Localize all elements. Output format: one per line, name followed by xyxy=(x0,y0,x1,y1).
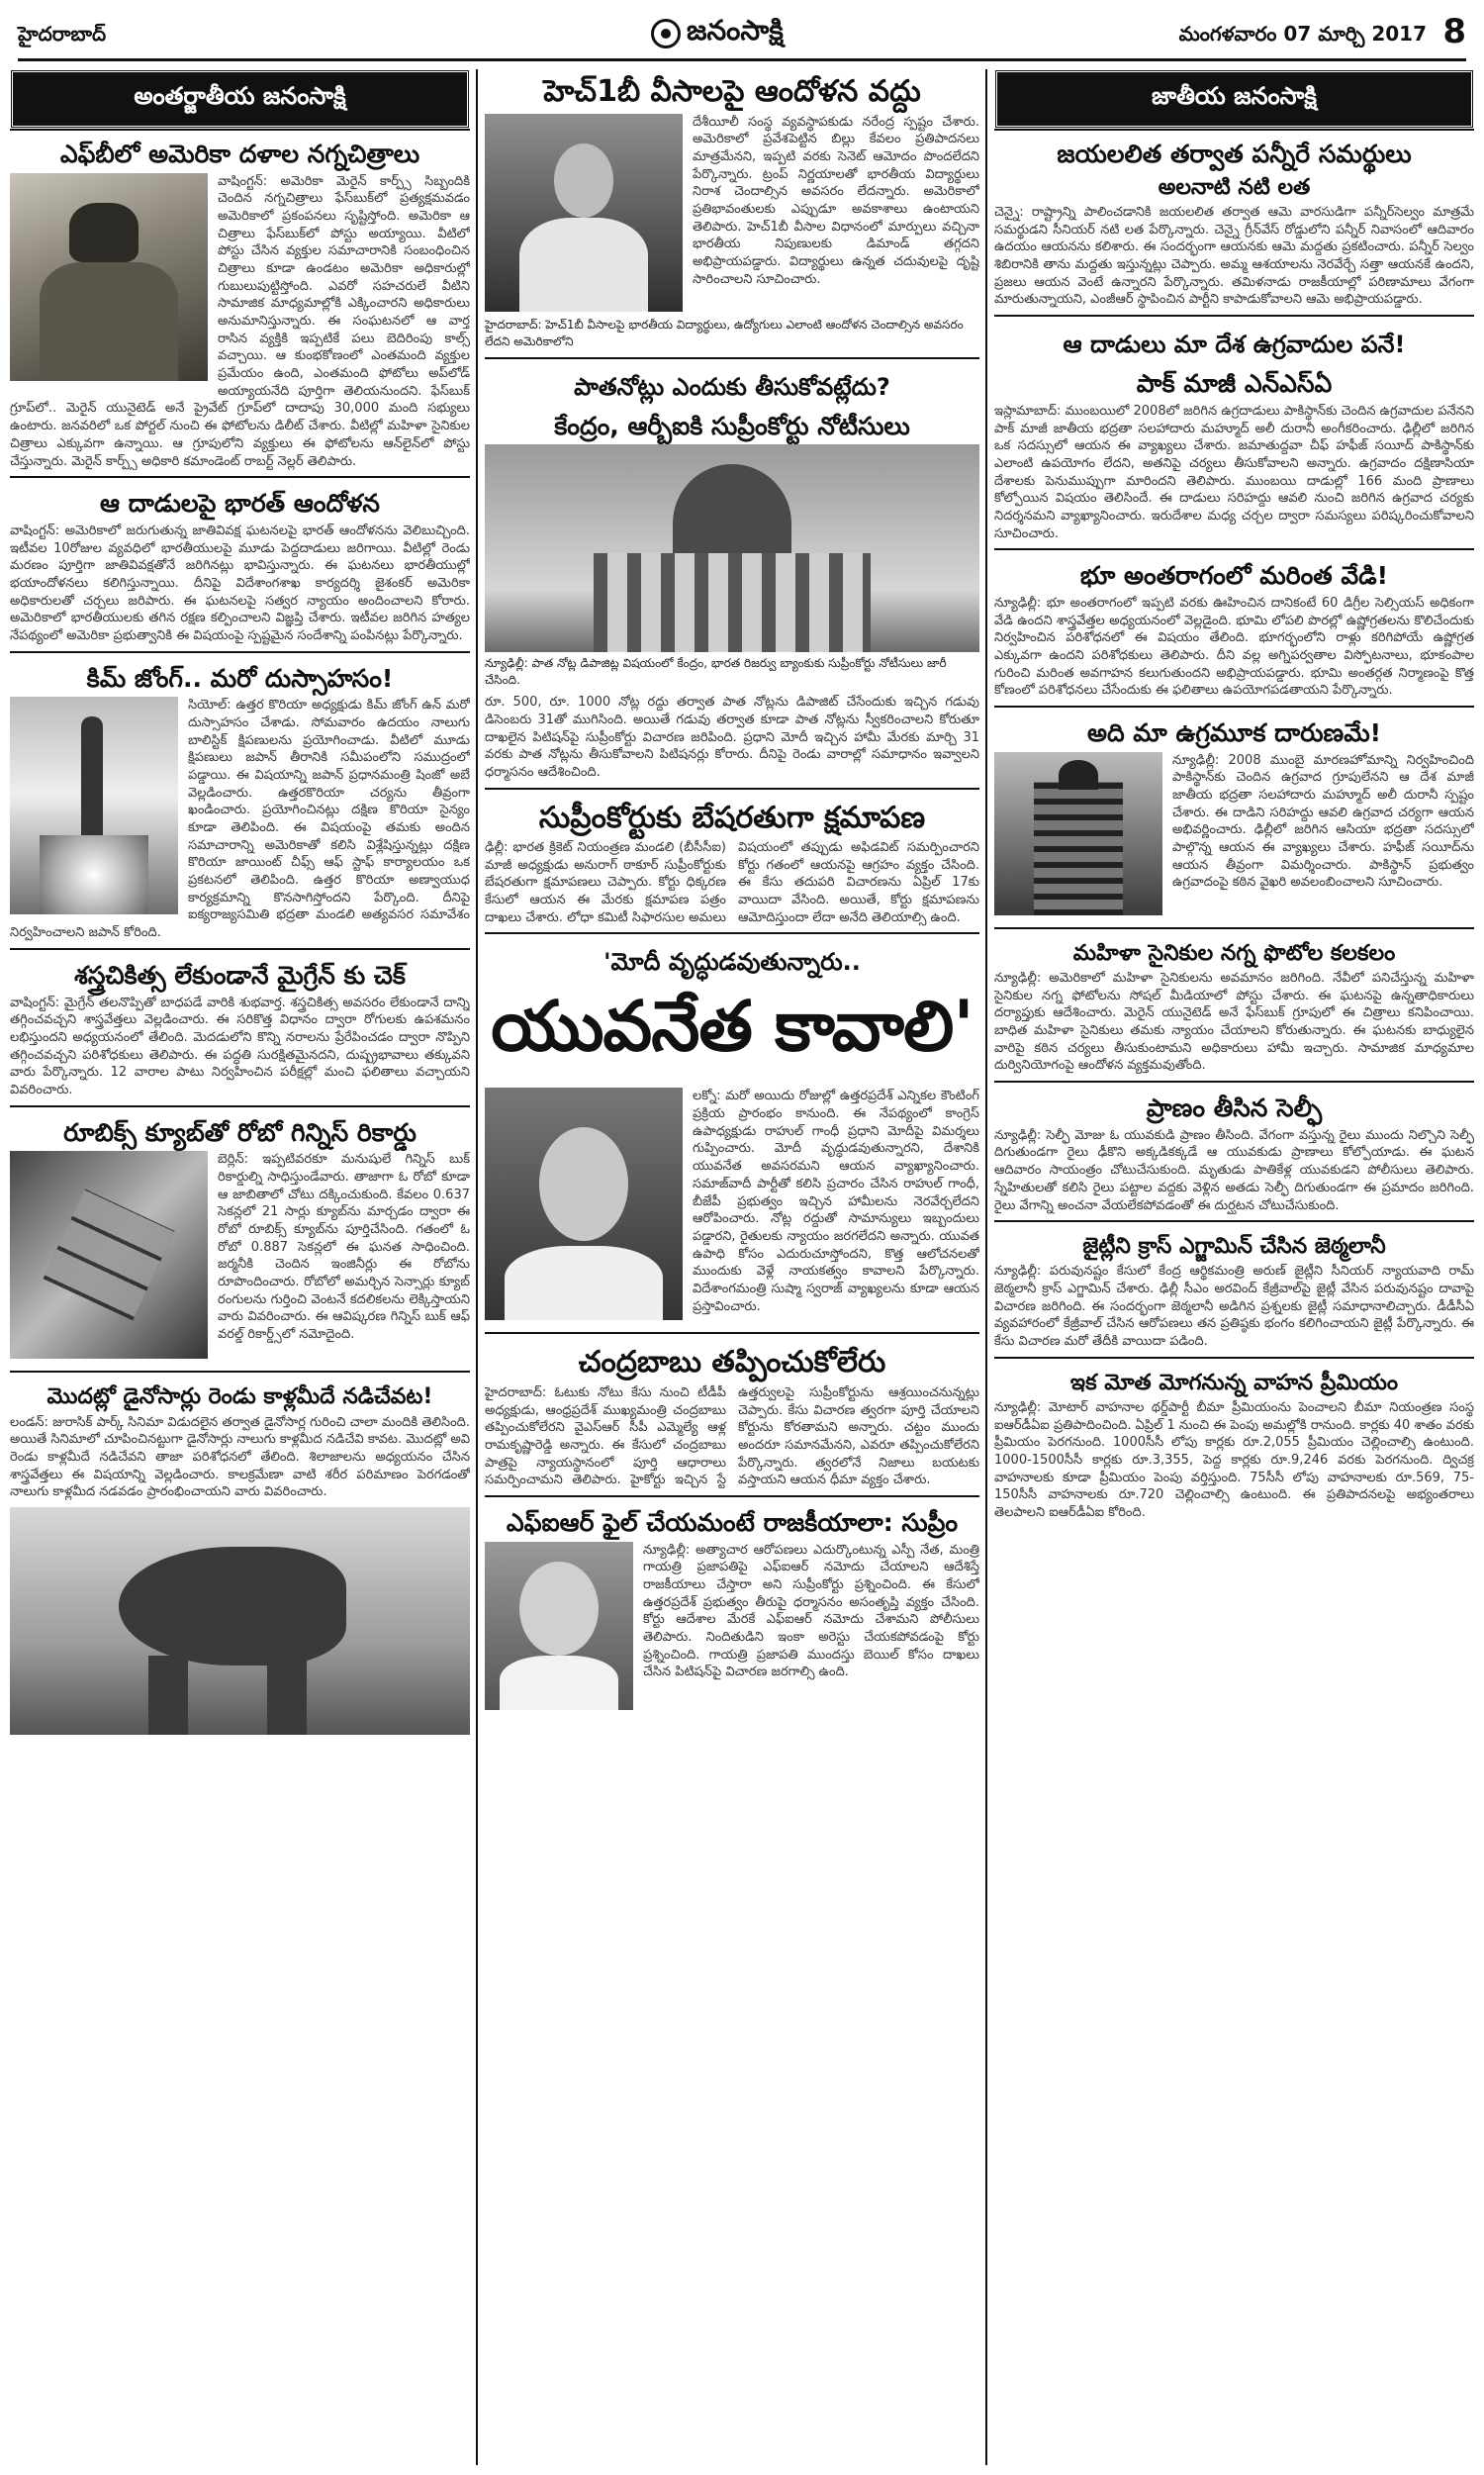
article-fir xyxy=(485,1503,979,1716)
paper-title: జనంసాక్షి xyxy=(687,14,784,47)
kicker: 'మోదీ వృద్ధుడవుతున్నారు.. xyxy=(603,948,861,977)
divider xyxy=(994,548,1474,550)
article-women-soldiers xyxy=(994,935,1474,1075)
page-number: 8 xyxy=(1442,12,1466,51)
article-body: వాషింగ్టన్‌: అమెరికాలో జరుగుతున్న జాతివివక్ష ఘటనలపై భారత్‌ ఆందోళనను వెలిబుచ్చింది. ఇటీవల 10రోజుల వ్యవధిలో భారతీయులపై మూడు పెద్దదాడులు జరిగాయి. వీటిల్లో రెండు మరణం పూర్తిగా జాతివివక్షతోనే జరిగినట్లు భావిస్తున్నారు. ఈ ఘటనలు భారతీయుల్లో భయాందోళనలు కలిగిస్తున్నాయి. దీనిపై విదేశాంగశాఖ కార్యదర్శి జైశంకర్‌ అమెరికా అధికారులతో చర్చలు జరిపారు. ఈ ఘటనలపై సత్వర న్యాయం అందించాలని కోరారు. అమెరికాలో భారతీయులకు తగిన రక్షణ కల్పించాలని విజ్ఞప్తి చేశారు. ఇటీవల జరిగిన హత్యల నేపథ్యంలో అమెరికా ప్రభుత్వానికి ఈ విషయంపై స్పష్టమైన సందేశాన్ని పంపినట్లు పేర్కొన్నారు. xyxy=(10,523,470,643)
photo-caption: న్యూఢిల్లీ: పాత నోట్ల డిపాజిట్ల విషయంలో కేంద్రం, భారత రిజర్వు బ్యాంకుకు సుప్రీంకోర్టు నోటీసులు జారీ చేసింది. xyxy=(485,656,947,688)
headline: ప్రాణం తీసిన సెల్ఫీ xyxy=(1146,1094,1323,1123)
divider xyxy=(485,1495,979,1497)
article-rubiks-robot xyxy=(10,1113,470,1366)
section-banner-international: అంతర్జాతీయ జనంసాక్షి xyxy=(10,69,470,129)
article-body: న్యూఢిల్లీ: అత్యాచార ఆరోపణలు ఎదుర్కొంటున్న ఎస్పీ నేత, మంత్రి గాయత్రి ప్రజాపతిపై ఎఫ్‌ఐఆర్‌ నమోదు చేయాలని ఆదేశిస్తే రాజకీయాలు చేస్తారా అని సుప్రీంకోర్టు ప్రశ్నించింది. ఈ కేసులో ఉత్తరప్రదేశ్‌ ప్రభుత్వం తీరుపై ధర్మాసనం అసంతృప్తి వ్యక్తం చేసింది. కోర్టు ఆదేశాల మేరకే ఎఫ్‌ఐఆర్‌ నమోదు చేశామని పోలీసులు తెలిపారు. నిందితుడిని ఇంకా అరెస్టు చేయకపోవడంపై కోర్టు ప్రశ్నించింది. గాయత్రి ప్రజాపతి ముందస్తు బెయిల్‌ కోసం దాఖలు చేసిన పిటిషన్‌పై విచారణ జరగాల్సి ఉంది. xyxy=(643,1542,979,1680)
article-india-concern xyxy=(10,484,470,644)
minister-photo xyxy=(485,1542,633,1710)
headline: ఆ దాడులపై భారత్‌ ఆందోళన xyxy=(100,489,380,519)
speaker-photo xyxy=(485,114,683,312)
article-chandrababu xyxy=(485,1340,979,1489)
article-migraine xyxy=(10,956,470,1099)
article-body: దేశీయీలీ సంస్థ వ్యవస్థాపకుడు నరేంద్ర స్పష్టం చేశారు. అమెరికాలో ప్రవేశపెట్టిన బిల్లు కేవలం ప్రతిపాదనలు మాత్రమేనని, ఇప్పటి వరకు సెనెట్‌ ఆమోదం పొందలేదని పేర్కొన్నారు. ట్రంప్‌ నిర్ణయాలతో భారతీయ విద్యార్థులు నిరాశ చెందాల్సిన అవసరం లేదన్నారు. అమెరికాలో ప్రతిభావంతులకు ఎప్పుడూ అవకాశాలు ఉంటాయని తెలిపారు. హెచ్‌1బీ వీసాల విధానంలో మార్పులు వచ్చినా భారతీయ నిపుణులకు డిమాండ్‌ తగ్గదని అభిప్రాయపడ్డారు. విద్యార్థులు ఉన్నత చదువులపై దృష్టి సారించాలని సూచించారు. xyxy=(693,114,979,287)
headline: రూబిక్స్‌ క్యూబ్‌తో రోబో గిన్నిస్‌ రికార్డు xyxy=(63,1117,417,1147)
divider xyxy=(10,1105,470,1107)
international-column xyxy=(10,69,470,2465)
divider xyxy=(485,932,979,934)
column-rule-left xyxy=(476,69,478,2465)
article-body: వాషింగ్టన్‌: అమెరికా మెరైన్‌ కార్ప్స్‌ సిబ్బందికి చెందిన నగ్నచిత్రాలు ఫేస్‌బుక్‌లో ప్రత్యక్షమవడం అమెరికాలో ప్రకంపనలు సృష్టిస్తోంది. అమెరికా ఆ చిత్రాలు ఫేస్‌బుక్‌లో పోస్టు అయ్యాయి. వీటిలో పోస్టు చేసిన వ్యక్తుల సమాచారానికి సంబంధించిన చిత్రాలు కూడా ఉండటం అమెరికా అధికారుల్లో గుబులుపుట్టిస్తోంది. ఎవరో సహచరులే వీటిని సామాజిక మాధ్యమాల్లోకి ఎక్కించారని అధికారులు అనుమానిస్తున్నారు. ఈ సంఘటనలో ఆ వార్త రాసిన వ్యక్తికి ఇప్పటికే పలు బెదిరింపు కాల్స్‌ వచ్చాయి. ఆ కుంభకోణంలో ఎంతమంది వ్యక్తుల ప్రమేయం ఉంది, ఎంతమంది ఫోటోలు అప్‌లోడ్‌ అయ్యాయనేది పూర్తిగా తెలియనుందని. ఫేస్‌బుక్‌ గ్రూప్‌లో.. మెరైన్‌ యునైటెడ్‌ అనే ప్రైవేట్‌ గ్రూప్‌లో దాదాపు 30,000 మంది సభ్యులు ఉంటారు. జనవరిలో ఒక పోర్టల్‌ నుంచి ఈ ఫోటోలను డిలీట్‌ చేశారు. వీటిల్లో మహిళా సైనికుల చిత్రాలు ఎక్కువగా ఉన్నాయి. ఆ గ్రూపులోని వ్యక్తులు ఈ ఫోటోలను ఆన్‌లైన్‌లో పోస్టు చేస్తున్నారు. మెరైన్‌ కార్ప్స్‌ అధికారి కమాండెంట్‌ రాబర్ట్‌ నెల్లర్‌ తెలిపారు. xyxy=(10,173,470,469)
article-body: ఢిల్లీ: భారత క్రికెట్‌ నియంత్రణ మండలి (బీసీసీఐ) మాజీ అధ్యక్షుడు అనురాగ్‌ ఠాకూర్‌ సుప్రీంకోర్టుకు బేషరతుగా క్షమాపణలు చెప్పారు. కోర్టు ధిక్కరణ కేసులో ఆయన ఈ మేరకు క్షమాపణ పత్రం దాఖలు చేశారు. లోధా కమిటీ సిఫారసుల అమలు విషయంలో తప్పుడు అఫిడవిట్‌ సమర్పించారని కోర్టు గతంలో ఆయనపై ఆగ్రహం వ్యక్తం చేసింది. ఈ కేసు తదుపరి విచారణను ఏప్రిల్‌ 17కు వాయిదా వేసింది. అయితే, కోర్టు క్షమాపణను ఆమోదిస్తుందా లేదా అనేది తెలియాల్సి ఉంది. xyxy=(485,840,979,925)
headline: హెచ్‌1బీ వీసాలపై ఆందోళన వద్దు xyxy=(543,74,921,109)
headline: కిమ్‌ జోంగ్‌.. మరో దుస్సాహసం! xyxy=(86,663,394,693)
kicker: పాతనోట్లు ఎందుకు తీసుకోవట్లేదు? xyxy=(574,372,890,401)
article-apology xyxy=(485,796,979,927)
divider xyxy=(10,476,470,478)
divider xyxy=(994,315,1474,317)
divider xyxy=(994,1081,1474,1083)
soldier-photo xyxy=(10,173,208,381)
article-body: ఇస్లామాబాద్‌: ముంబయిలో 2008లో జరిగిన ఉగ్రదాడులు పాకిస్థాన్‌కు చెందిన ఉగ్రవాదుల పనేనని పాక్‌ మాజీ జాతీయ భద్రతా సలహాదారు మహ్మూద్‌ అలీ దురానీ అంగీకరించారు. ఢిల్లీలో జరిగిన ఒక సదస్సులో ఆయన ఈ వ్యాఖ్యలు చేశారు. జమాతుద్దవా చీఫ్‌ హఫీజ్‌ సయీద్‌ పాకిస్థాన్‌కు ఎలాంటి ఉపయోగం లేదని, అతనిపై చర్యలు తీసుకోవాలని అన్నారు. ఉగ్రవాదం దక్షిణాసియా దేశాలకు పెనుముప్పుగా మారిందని తెలిపారు. ముంబయి దాడుల్లో 166 మంది ప్రాణాలు కోల్పోయిన విషయం తెలిసిందే. ఈ దాడులు సరిహద్దు ఆవలి నుంచి జరిగిన ఉగ్రవాద చర్యకు నిదర్శనమని వ్యాఖ్యానించారు. ఇరుదేశాల మధ్య చర్చల ద్వారా సమస్యలు పరిష్కరించుకోవాలని సూచించారు. xyxy=(994,403,1474,541)
article-dinosaurs xyxy=(10,1379,470,1735)
headline: పాక్‌ మాజీ ఎన్‌ఎస్‌ఏ xyxy=(1136,369,1333,399)
headline: ఇక మోత మోగనున్న వాహన ప్రీమియం xyxy=(1069,1370,1399,1395)
article-mumbai-attack xyxy=(994,714,1474,921)
article-body: న్యూఢిల్లీ: అమెరికాలో మహిళా సైనికులను అవమానం జరిగింది. నేవీలో పనిచేస్తున్న మహిళా సైనికుల నగ్న ఫోటోలను సోషల్‌ మీడియాలో పోస్టు చేశారు. ఈ ఘటనపై ఉన్నతాధికారులు దర్యాప్తుకు ఆదేశించారు. మెరైన్‌ యునైటెడ్‌ అనే ఫేస్‌బుక్‌ గ్రూపులో ఈ చిత్రాలు కనిపించాయి. బాధిత మహిళా సైనికులు తమకు న్యాయం చేయాలని కోరుతున్నారు. ఈ ఘటనకు బాధ్యులైన వారిపై కఠిన చర్యలు తీసుకుంటామని అధికారులు హామీ ఇచ్చారు. సామాజిక మాధ్యమాల దుర్వినియోగంపై ఆందోళన వ్యక్తమవుతోంది. xyxy=(994,971,1474,1074)
hotel-photo xyxy=(994,752,1162,915)
article-body: న్యూఢిల్లీ: మోటార్‌ వాహనాల థర్డ్‌పార్టీ బీమా ప్రీమియంను పెంచాలని బీమా నియంత్రణ సంస్థ ఐఆర్‌డీఏఐ ప్రతిపాదించింది. ఏప్రిల్‌ 1 నుంచి ఈ పెంపు అమల్లోకి రానుంది. కార్లకు 40 శాతం వరకు ప్రీమియం పెరగనుంది. 1000సీసీ లోపు కార్లకు రూ.2,055 ప్రీమియం చెల్లించాల్సి ఉంటుంది. 1000-1500సీసీ కార్లకు రూ.3,355, పెద్ద కార్లకు రూ.9,246 వరకు పెరగనుంది. ద్విచక్ర వాహనాలకు కూడా ప్రీమియం పెంపు వర్తిస్తుంది. 75సీసీ లోపు వాహనాలకు రూ.569, 75-150సీసీ వాహనాలకు రూ.720 చెల్లించాల్సి ఉంటుంది. ఈ ప్రతిపాదనలపై అభ్యంతరాలు తెలపాలని ఐఆర్‌డీఏఐ కోరింది. xyxy=(994,1400,1474,1521)
headline: మొదట్లో డైనోసార్లు రెండు కాళ్లమీదే నడిచేవట! xyxy=(46,1384,433,1410)
main-column xyxy=(485,69,979,2465)
article-h1b xyxy=(485,69,979,351)
article-vehicle-premium xyxy=(994,1365,1474,1522)
divider xyxy=(10,948,470,950)
divider xyxy=(994,1357,1474,1359)
headline: మహిళా సైనికుల నగ్న ఫొటోల కలకలం xyxy=(1072,940,1396,966)
headline: కేంద్రం, ఆర్బీఐకి సుప్రీంకోర్టు నోటీసులు xyxy=(554,411,910,440)
article-body: న్యూఢిల్లీ: 2008 ముంబై మారణహోమాన్ని నిర్వహించింది పాకిస్థాన్‌కు చెందిన ఉగ్రవాద గ్రూపులేనని ఆ దేశ మాజీ జాతీయ భద్రతా సలహాదారు మహ్మూద్‌ అలీ దురానీ స్పష్టం చేశారు. ఈ దాడిని సరిహద్దు ఆవలి ఉగ్రవాద చర్యగా ఆయన అభివర్ణించారు. ఢిల్లీలో జరిగిన ఆసియా భద్రతా సదస్సులో పాల్గొన్న ఆయన ఈ వ్యాఖ్యలు చేశారు. హఫీజ్‌ సయీద్‌ను ఆయన తీవ్రంగా విమర్శించారు. పాకిస్థాన్‌ ప్రభుత్వం ఉగ్రవాదంపై కఠిన వైఖరి అవలంబించాలని సూచించారు. xyxy=(1172,752,1474,891)
headline: జయలలిత తర్వాత పన్నీరే సమర్థులు xyxy=(1057,140,1412,168)
national-column xyxy=(994,69,1474,2465)
dinosaur-photo xyxy=(10,1507,470,1735)
headline: ఎఫ్‌ఐఆర్‌ ఫైల్‌ చేయమంటే రాజకీయాలా: సుప్రీం xyxy=(506,1508,959,1537)
divider xyxy=(485,357,979,359)
article-kim-jong xyxy=(10,659,470,942)
rubiks-cube-photo xyxy=(10,1151,208,1359)
supreme-court-photo xyxy=(485,444,979,652)
edition-city: హైదరాబాద్ xyxy=(18,22,107,46)
rahul-photo xyxy=(485,1088,683,1320)
divider xyxy=(485,788,979,790)
headline: శస్త్రచికిత్స లేకుండానే మైగ్రేన్‌ కు చెక్‌ xyxy=(74,960,406,990)
article-body: న్యూఢిల్లీ: సెల్ఫీ మోజు ఓ యువకుడి ప్రాణం తీసింది. వేగంగా వస్తున్న రైలు ముందు నిల్చొని సెల్ఫీ దిగుతుండగా రైలు ఢీకొని అక్కడికక్కడే ఆ యువకుడు ప్రాణాలు కోల్పోయాడు. ఈ ఘటన ఆదివారం సాయంత్రం చోటుచేసుకుంది. మృతుడు పాతికేళ్ల యువకుడని పోలీసులు తెలిపారు. స్నేహితులతో కలిసి రైలు పట్టాల వద్దకు వెళ్లిన అతడు సెల్ఫీ దిగుతుండగా ఈ ప్రమాదం జరిగింది. రైలు వేగాన్ని అంచనా వేయలేకపోవడంతో ఈ దుర్ఘటన చోటుచేసుకుంది. xyxy=(994,1127,1474,1213)
column-rule-right xyxy=(985,69,987,2465)
headline: సుప్రీంకోర్టుకు బేషరతుగా క్షమాపణ xyxy=(538,800,926,835)
divider xyxy=(485,1332,979,1334)
article-panneer xyxy=(994,135,1474,309)
section-banner-national: జాతీయ జనంసాక్షి xyxy=(994,69,1474,129)
divider xyxy=(10,651,470,653)
article-body: న్యూఢిల్లీ: భూ అంతరాగంలో ఇప్పటి వరకు ఊహించిన దానికంటే 60 డిగ్రీల సెల్సియస్‌ అధికంగా వేడి ఉందని శాస్త్రవేత్తల అధ్యయనంలో వెల్లడైంది. భూమి లోపలి పొరల్లో ఉష్ణోగ్రతలను కొలిచేందుకు నిర్వహించిన పరిశోధనలో ఈ విషయం తేలింది. భూగర్భంలోని రాళ్లు కరిగిపోయే ఉష్ణోగ్రత ఎక్కువగా ఉందని పరిశోధకులు తెలిపారు. దీని వల్ల అగ్నిపర్వతాల విస్ఫోటనాలు, భూకంపాల గురించి మరింత అవగాహన కలుగుతుందని అభిప్రాయపడ్డారు. భూమి అంతర్గత నిర్మాణంపై కొత్త కోణంలో పరిశోధనలు చేసేందుకు ఈ ఫలితాలు ఉపయోగపడతాయని పేర్కొన్నారు. xyxy=(994,595,1474,699)
article-body: రూ. 500, రూ. 1000 నోట్ల రద్దు తర్వాత పాత నోట్లను డిపాజిట్‌ చేసేందుకు ఇచ్చిన గడువు డిసెంబరు 31తో ముగిసింది. అయితే గడువు తర్వాత కూడా పాత నోట్లను స్వీకరించాలని కోరుతూ దాఖలైన పిటిషన్‌పై సుప్రీంకోర్టు విచారణ జరిపింది. ప్రధాని మోదీ ఇచ్చిన హామీ మేరకు మార్చి 31 వరకు పాత నోట్లను తీసుకోవాలని పిటిషనర్లు కోరారు. దీనిపై రెండు వారాల్లో సమాధానం ఇవ్వాలని ధర్మాసనం ఆదేశించింది. xyxy=(485,695,979,780)
photo-caption: హైదరాబాద్‌: హెచ్‌1బీ వీసాలపై భారతీయ విద్యార్థులు, ఉద్యోగులు ఎలాంటి ఆందోళన చెందాల్సిన అవసరం లేదని అమెరికాలోని xyxy=(485,317,964,348)
headline: ఎఫ్‌బీలో అమెరికా దళాల నగ్నచిత్రాలు xyxy=(59,140,420,168)
missile-photo xyxy=(10,697,178,914)
article-young-leader xyxy=(485,940,979,1326)
paper-logo-icon xyxy=(651,19,681,48)
article-jaitley xyxy=(994,1228,1474,1351)
article-body: లండన్‌: జురాసిక్‌ పార్క్‌ సినిమా విడుదలైన తర్వాత డైనోసార్ల గురించి చాలా మందికి తెలిసింది. అయితే సినిమాలో చూపించినట్టుగా డైనోసార్లు నాలుగు కాళ్లమీద నడిచేవి కావట. మొదట్లో అవి రెండు కాళ్లమీదే నడిచేవని తాజా పరిశోధనలో తేలింది. శిలాజాలను అధ్యయనం చేసిన శాస్త్రవేత్తలు ఈ విషయాన్ని వెల్లడించారు. కాలక్రమేణా వాటి శరీర పరిమాణం పెరగడంతో నాలుగు కాళ్లమీద నడవడం ప్రారంభించాయని వారు వివరించారు. xyxy=(10,1414,470,1500)
paper-name xyxy=(651,14,784,53)
article-selfie xyxy=(994,1089,1474,1214)
masthead xyxy=(18,8,1466,61)
article-body: బెర్లిన్‌: ఇప్పటివరకూ మనుషులే గిన్నిస్‌ బుక్‌ రికార్డుల్ని సాధిస్తుండేవారు. తాజాగా ఓ రోబో కూడా ఆ జాబితాలో చోటు దక్కించుకుంది. కేవలం 0.637 సెకన్లలో 21 సార్లు క్యూబ్‌ను మార్చడం ద్వారా ఈ రోబో రూబిక్స్‌ క్యూబ్‌ను పూర్తిచేసింది. గతంలో ఓ రోబో 0.887 సెకన్లలో ఈ ఘనత సాధించింది. జర్మనీకి చెందిన ఇంజినీర్లు ఈ రోబోను రూపొందించారు. రోబోలో అమర్చిన సెన్సార్లు క్యూబ్‌ రంగులను గుర్తించి వెంటనే కదలికలను లెక్కిస్తాయని వారు వివరించారు. ఈ ఆవిష్కరణ గిన్నిస్‌ బుక్‌ ఆఫ్‌ వరల్డ్‌ రికార్డ్స్‌లో నమోదైంది. xyxy=(218,1152,470,1343)
article-pak-nsa xyxy=(994,323,1474,542)
article-earth-heat xyxy=(994,556,1474,700)
article-body: సియోల్‌: ఉత్తర కొరియా అధ్యక్షుడు కిమ్‌ జోంగ్‌ ఉన్‌ మరో దుస్సాహసం చేశాడు. సోమవారం ఉదయం నాలుగు బాలిస్టిక్‌ క్షిపణులను ప్రయోగించాడు. వీటిలో మూడు క్షిపణులు జపాన్‌ తీరానికి సమీపంలోని సముద్రంలో పడ్డాయి. ఈ విషయాన్ని జపాన్‌ ప్రధానమంత్రి షింజో అబే వెల్లడించారు. ఉత్తరకొరియా చర్యను తీవ్రంగా ఖండించారు. ప్రయోగించినట్లు దక్షిణ కొరియా సైన్యం కూడా తెలిపింది. ఈ విషయంపై తమకు అందిన సమాచారాన్ని అమెరికాతో కలిసి విశ్లేషిస్తున్నట్లు దక్షిణ కొరియా జాయింట్‌ చీఫ్స్‌ ఆఫ్‌ స్టాఫ్‌ కార్యాలయం ఒక ప్రకటనలో తెలిపింది. ఉత్తర కొరియా అణ్వాయుధ కార్యక్రమాన్ని కొనసాగిస్తోందని పేర్కొంది. దీనిపై ఐక్యరాజ్యసమితి భద్రతా మండలి అత్యవసర సమావేశం నిర్వహించాలని జపాన్‌ కోరింది. xyxy=(10,698,470,941)
article-body: న్యూఢిల్లీ: పరువునష్టం కేసులో కేంద్ర ఆర్థికమంత్రి అరుణ్‌ జైట్లీని సీనియర్‌ న్యాయవాది రామ్‌ జెఠ్మలానీ క్రాస్‌ ఎగ్జామిన్‌ చేశారు. ఢిల్లీ సీఎం అరవింద్‌ కేజ్రీవాల్‌పై జైట్లీ వేసిన పరువునష్టం దావాపై విచారణ జరిగింది. ఈ సందర్భంగా జెఠ్మలానీ అడిగిన ప్రశ్నలకు జైట్లీ సమాధానాలిచ్చారు. డీడీసీఏ వ్యవహారంలో కేజ్రీవాల్‌ చేసిన ఆరోపణలు తన ప్రతిష్ఠకు భంగం కలిగించాయని జైట్లీ పేర్కొన్నారు. ఈ కేసు విచారణ మరో తేదీకి వాయిదా పడింది. xyxy=(994,1264,1474,1350)
article-body: చెన్నై: రాష్ట్రాన్ని పాలించడానికి జయలలిత తర్వాత ఆమె వారసుడిగా పన్నీర్‌సెల్వం మాత్రమే సమర్థుడని సీనియర్‌ నటి లత పేర్కొన్నారు. చెన్నై గ్రీన్‌వేస్‌ రోడ్డులోని పన్నీర్‌ నివాసంలో ఆదివారం ఉదయం ఆయనను కలిశారు. ఈ సందర్భంగా ఆయనకు ఆమె మద్దతు ప్రకటించారు. పన్నీర్‌ సెల్వం శిబిరానికి తాను మద్దతు ఇస్తున్నట్లు చెప్పారు. అమ్మ ఆశయాలను నెరవేర్చే సత్తా ఆయనకే ఉందని, ప్రజలు ఆయన వెంటే ఉన్నారని పేర్కొన్నారు. తమిళనాడు రాజకీయాల్లో పరిణామాలు వేగంగా మారుతున్నాయని, ఎంజీఆర్‌ స్థాపించిన పార్టీని కాపాడుకోవాలని ఆమె అభిప్రాయపడ్డారు. xyxy=(994,205,1474,308)
headline: భూ అంతరాగంలో మరింత వేడి! xyxy=(1079,561,1389,591)
kicker: ఆ దాడులు మా దేశ ఉగ్రవాదుల పనే! xyxy=(1063,331,1406,359)
divider xyxy=(994,706,1474,708)
headline: చంద్రబాబు తప్పించుకోలేరు xyxy=(578,1345,886,1380)
divider xyxy=(10,1371,470,1373)
issue-date: మంగళవారం 07 మార్చి 2017 xyxy=(1178,22,1427,46)
divider xyxy=(994,1220,1474,1222)
article-body: వాషింగ్టన్‌: మైగ్రేన్‌ తలనొప్పితో బాధపడే వారికి శుభవార్త. శస్త్రచికిత్స అవసరం లేకుండానే దాన్ని తగ్గించవచ్చని శాస్త్రవేత్తలు వెల్లడించారు. ఈ సరికొత్త విధానం ద్వారా రోగులకు ఉపశమనం లభిస్తుందని అధ్యయనంలో తేలింది. మెదడులోని కొన్ని నరాలను ప్రేరేపించడం ద్వారా నొప్పిని తగ్గించవచ్చని పరిశోధకులు తెలిపారు. ఈ పద్ధతి సురక్షితమైనదని, దుష్ప్రభావాలు తక్కువని వారు పేర్కొన్నారు. 12 వారాల పాటు నిర్వహించిన పరీక్షల్లో మంచి ఫలితాలు వచ్చాయని వివరించారు. xyxy=(10,995,470,1097)
headline: జైట్లీని క్రాస్‌ ఎగ్జామిన్‌ చేసిన జెఠ్మలానీ xyxy=(1082,1234,1386,1260)
article-body: లక్నో: మరో అయిదు రోజుల్లో ఉత్తరప్రదేశ్‌ ఎన్నికల కౌంటింగ్‌ ప్రక్రియ ప్రారంభం కానుంది. ఈ నేపథ్యంలో కాంగ్రెస్‌ ఉపాధ్యక్షుడు రాహుల్‌ గాంధీ ప్రధాని మోదీపై విమర్శలు గుప్పించారు. మోదీ వృద్ధుడవుతున్నారని, దేశానికి యువనేత అవసరమని ఆయన వ్యాఖ్యానించారు. సమాజ్‌వాదీ పార్టీతో కలిసి ప్రచారం చేసిన రాహుల్‌ గాంధీ, బీజేపీ ప్రభుత్వం ఇచ్చిన హామీలను నెరవేర్చలేదని ఆరోపించారు. నోట్ల రద్దుతో సామాన్యులు ఇబ్బందులు పడ్డారని, రైతులకు న్యాయం జరగలేదని అన్నారు. యువత ఉపాధి కోసం ఎదురుచూస్తోందని, కొత్త ఆలోచనలతో ముందుకు వెళ్లే నాయకత్వం కావాలని పేర్కొన్నారు. విదేశాంగమంత్రి సుష్మా స్వరాజ్‌ వ్యాఖ్యలను కూడా ఆయన ప్రస్తావించారు. xyxy=(693,1089,979,1314)
headline: యువనేత కావాలి' xyxy=(491,986,974,1068)
subheadline: అలనాటి నటి లత xyxy=(1158,174,1311,200)
headline: అది మా ఉగ్రమూక దారుణమే! xyxy=(1086,717,1382,747)
divider xyxy=(994,927,1474,929)
article-old-notes xyxy=(485,365,979,782)
article-body: హైదరాబాద్‌: ఓటుకు నోటు కేసు నుంచి టీడీపీ అధ్యక్షుడు, ఆంధ్రప్రదేశ్‌ ముఖ్యమంత్రి చంద్రబాబు తప్పించుకోలేరని వైఎస్‌ఆర్‌ సీపీ ఎమ్మెల్యే ఆళ్ల రామకృష్ణారెడ్డి అన్నారు. ఈ కేసులో చంద్రబాబు పాత్రపై న్యాయస్థానంలో పూర్తి ఆధారాలు సమర్పించామని తెలిపారు. హైకోర్టు ఇచ్చిన స్టే ఉత్తర్వులపై సుప్రీంకోర్టును ఆశ్రయించనున్నట్లు చెప్పారు. కేసు విచారణ త్వరగా పూర్తి చేయాలని కోర్టును కోరతామని అన్నారు. చట్టం ముందు అందరూ సమానమేనని, ఎవరూ తప్పించుకోలేరని పేర్కొన్నారు. త్వరలోనే నిజాలు బయటకు వస్తాయని ఆయన ధీమా వ్యక్తం చేశారు. xyxy=(485,1384,979,1488)
article-fb-photos xyxy=(10,135,470,470)
